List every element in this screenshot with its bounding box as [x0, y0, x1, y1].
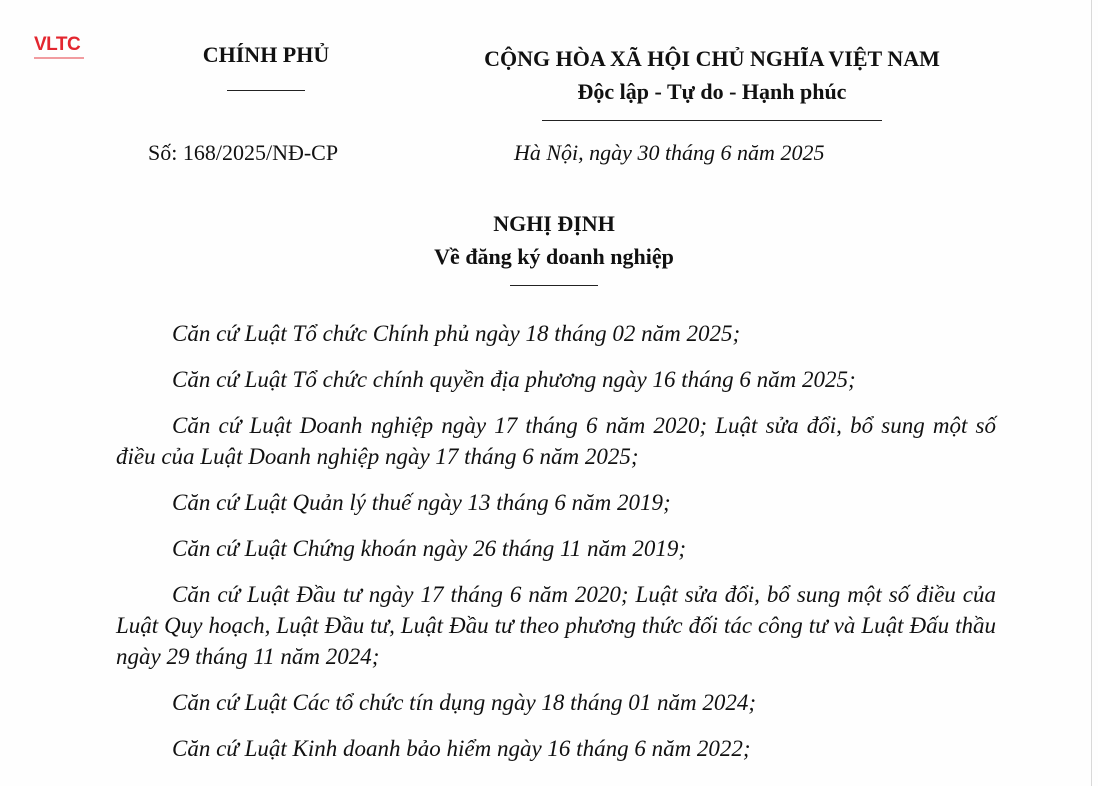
national-header — [438, 42, 986, 121]
motto-underline — [542, 120, 882, 121]
title-underline — [510, 285, 598, 286]
issuer-name: CHÍNH PHỦ — [202, 42, 330, 67]
nation-name: CỘNG HÒA XÃ HỘI CHỦ NGHĨA VIỆT NAM — [484, 46, 940, 71]
issuer-block — [190, 42, 342, 91]
legal-basis-item: Căn cứ Luật Đầu tư ngày 17 tháng 6 năm 2020; Luật sửa đổi, bổ sung một số điều của Luật Quy hoạch, Luật Đầu tư, Luật Đầu tư theo phương thức đối tác công tư và Luật Đấu thầu ngày 29 tháng 11 năm 2024; — [116, 582, 996, 669]
document-number: Số: 168/2025/NĐ-CP — [148, 140, 339, 165]
legal-basis-item: Căn cứ Luật Các tổ chức tín dụng ngày 18 tháng 01 năm 2024; — [172, 690, 757, 715]
place-and-date: Hà Nội, ngày 30 tháng 6 năm 2025 — [514, 140, 825, 165]
legal-basis-item: Căn cứ Luật Doanh nghiệp ngày 17 tháng 6 năm 2020; Luật sửa đổi, bổ sung một số điều của Luật Doanh nghiệp ngày 17 tháng 6 năm 2025; — [116, 413, 996, 469]
vltc-logo — [34, 34, 84, 59]
legal-basis-item: Căn cứ Luật Quản lý thuế ngày 13 tháng 6 năm 2019; — [172, 490, 671, 515]
document-type: NGHỊ ĐỊNH — [493, 211, 615, 236]
legal-basis-item: Căn cứ Luật Tổ chức chính quyền địa phương ngày 16 tháng 6 năm 2025; — [172, 367, 856, 392]
page-edge — [1091, 0, 1092, 786]
logo-text: VLTC — [34, 34, 81, 55]
legal-basis-item: Căn cứ Luật Chứng khoán ngày 26 tháng 11 năm 2019; — [172, 536, 687, 561]
document-subject: Về đăng ký doanh nghiệp — [434, 244, 674, 269]
legal-basis-item: Căn cứ Luật Tổ chức Chính phủ ngày 18 tháng 02 năm 2025; — [172, 321, 741, 346]
issuer-underline — [227, 90, 305, 91]
national-motto: Độc lập - Tự do - Hạnh phúc — [577, 79, 847, 104]
legal-bases — [116, 318, 996, 779]
logo-tagline-mark — [34, 57, 84, 59]
document-title — [354, 207, 754, 286]
legal-basis-item: Căn cứ Luật Kinh doanh bảo hiểm ngày 16 tháng 6 năm 2022; — [172, 736, 751, 761]
